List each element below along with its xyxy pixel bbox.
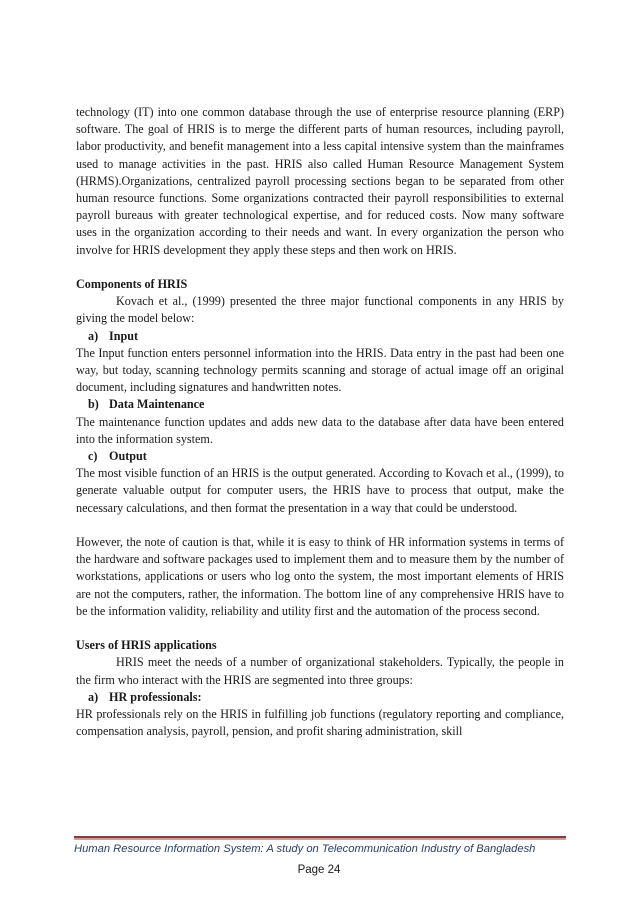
paragraph-gap [76,259,564,276]
components-intro: Kovach et al., (1999) presented the three major functional components in any HRIS by giving the model below: [76,294,564,326]
paragraph-gap [76,517,564,534]
hr-professionals-paragraph: HR professionals rely on the HRIS in fulfilling job functions (regulatory reporting and compliance, compensation analysis, payroll, pension, and profit sharing administration, skill [76,707,564,739]
maintenance-paragraph: The maintenance function updates and adds new data to the database after data have been entered into the information system. [76,414,564,446]
hr-professionals-subheading [76,689,564,706]
output-paragraph: The most visible function of an HRIS is the output generated. According to Kovach et al., (1999), to generate valuable output for computer users, the HRIS have to process that output, make the necessary calculations, and then format the presentation in a way that could be understood. [76,466,564,515]
paragraph-gap [76,620,564,637]
maintenance-subheading [76,396,564,413]
users-heading: Users of HRIS applications [76,638,217,653]
output-title: Output [109,449,147,464]
output-label: c) [88,449,98,464]
input-paragraph: The Input function enters personnel information into the HRIS. Data entry in the past had been one way, but today, scanning technology permits scanning and storage of actual image off an original document, including signatures and handwritten notes. [76,345,564,395]
hr-professionals-title: HR professionals: [109,689,202,704]
footer-divider [74,836,566,838]
users-intro: HRIS meet the needs of a number of organizational stakeholders. Typically, the people in the firm who interact with the HRIS are segmented into three groups: [76,655,564,687]
running-footer-title: Human Resource Information System: A study on Telecommunication Industry of Bangladesh [74,843,536,855]
output-subheading [76,448,564,465]
hr-professionals-label: a) [88,689,99,704]
components-heading: Components of HRIS [76,277,188,292]
caution-paragraph: However, the note of caution is that, while it is easy to think of HR information systems in terms of the hardware and software packages used to implement them and to measure them by the number of workstations, applications or users who log onto the system, the most important elements of HRIS are not the computers, rather, the information. The bottom line of any comprehensive HRIS have to be the information validity, reliability and utility first and the automation of the process second. [76,535,564,618]
maintenance-label: b) [88,397,99,412]
page-body [76,104,564,740]
input-subheading [76,328,564,345]
input-label: a) [88,328,99,343]
page-number: Page 24 [297,864,341,876]
maintenance-title: Data Maintenance [109,397,205,412]
intro-paragraph: technology (IT) into one common database through the use of enterprise resource planning (ERP) software. The goal of HRIS is to merge the different parts of human resources, including payroll, labor productivity, and benefit management into a less capital intensive system than the mainframes used to manage activities in the past. HRIS also called Human Resource Management System (HRMS).Organizations, centralized payroll processing sections began to be separated from other human resource functions. Some organizations contracted their payroll responsibilities to external payroll bureaus with greater technological expertise, and for reduced costs. Now many software uses in the organization according to their needs and want. In every organization the person who involve for HRIS development they apply these steps and then work on HRIS. [76,105,564,257]
input-title: Input [109,328,139,343]
